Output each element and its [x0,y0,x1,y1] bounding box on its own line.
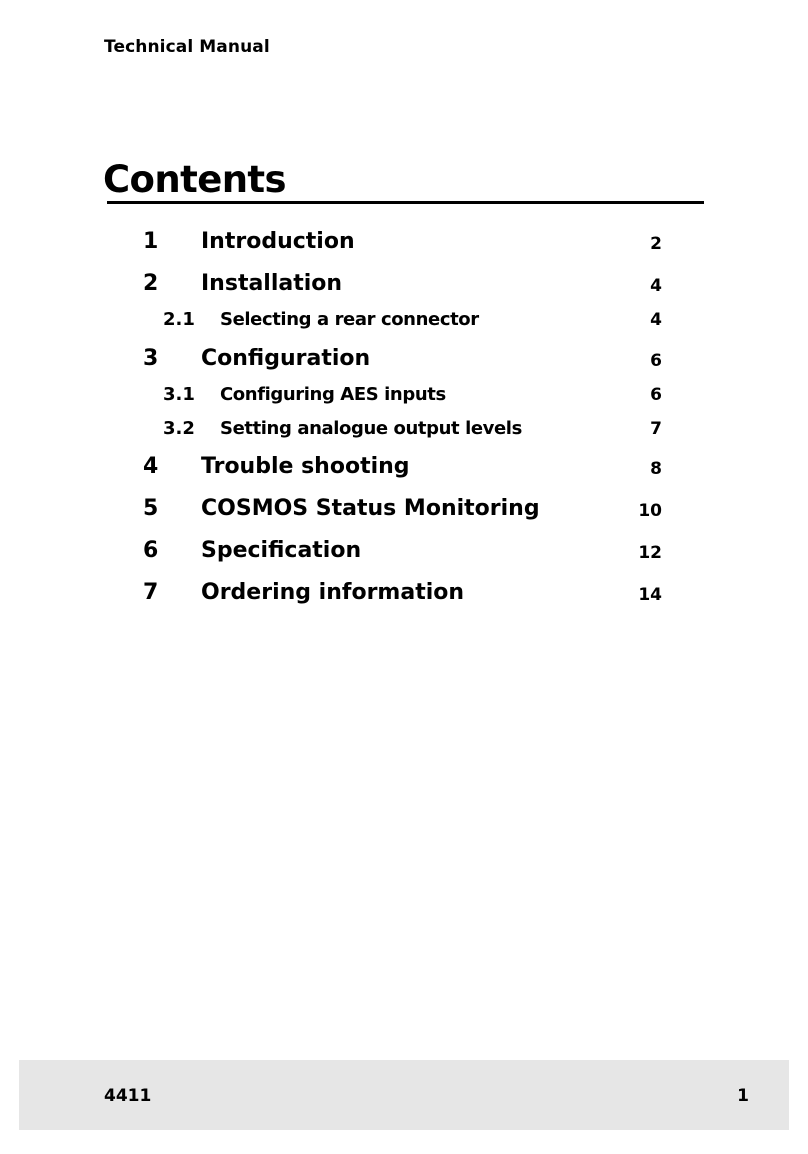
toc-entry-label: Selecting a rear connector [220,309,479,330]
toc-entry-configuring-aes-inputs[interactable] [0,377,808,413]
toc-entry-label: Trouble shooting [201,454,410,479]
contents-title: Contents [103,158,286,201]
toc-entry-specification[interactable] [0,535,808,571]
toc-entry-number: 1 [143,229,159,254]
toc-entry-number: 2.1 [163,309,195,330]
toc-entry-trouble-shooting[interactable] [0,451,808,487]
toc-entry-label: Configuring AES inputs [220,384,446,405]
toc-entry-selecting-rear-connector[interactable] [0,302,808,338]
toc-entry-number: 7 [143,580,159,605]
page-footer [19,1060,789,1130]
toc-entry-page: 14 [638,585,662,605]
toc-entry-page: 7 [650,419,662,439]
toc-entry-number: 3 [143,346,159,371]
toc-entry-page: 4 [650,276,662,296]
toc-entry-introduction[interactable] [0,226,808,262]
toc-entry-number: 6 [143,538,159,563]
toc-entry-label: Installation [201,271,343,296]
toc-entry-number: 5 [143,496,159,521]
toc-entry-page: 12 [638,543,662,563]
toc-entry-number: 3.1 [163,384,195,405]
toc-entry-page: 4 [650,310,662,330]
toc-entry-label: Configuration [201,346,371,371]
toc-entry-label: Introduction [201,229,355,254]
toc-entry-configuration[interactable] [0,343,808,379]
toc-entry-page: 8 [650,459,662,479]
toc-entry-number: 2 [143,271,159,296]
footer-page-number: 1 [737,1086,749,1106]
toc-entry-number: 4 [143,454,159,479]
toc-entry-page: 6 [650,385,662,405]
toc-entry-analogue-output-levels[interactable] [0,411,808,447]
toc-entry-page: 2 [650,234,662,254]
toc-entry-label: Setting analogue output levels [220,418,522,439]
toc-entry-installation[interactable] [0,268,808,304]
toc-entry-label: Ordering information [201,580,465,605]
toc-entry-page: 6 [650,351,662,371]
toc-entry-cosmos-status-monitoring[interactable] [0,493,808,529]
toc-entry-label: COSMOS Status Monitoring [201,496,540,521]
running-header: Technical Manual [104,37,270,57]
toc-entry-page: 10 [638,501,662,521]
toc-entry-label: Specification [201,538,362,563]
title-rule [107,201,704,204]
footer-model-number: 4411 [104,1086,152,1106]
toc-entry-number: 3.2 [163,418,195,439]
toc-entry-ordering-information[interactable] [0,577,808,613]
